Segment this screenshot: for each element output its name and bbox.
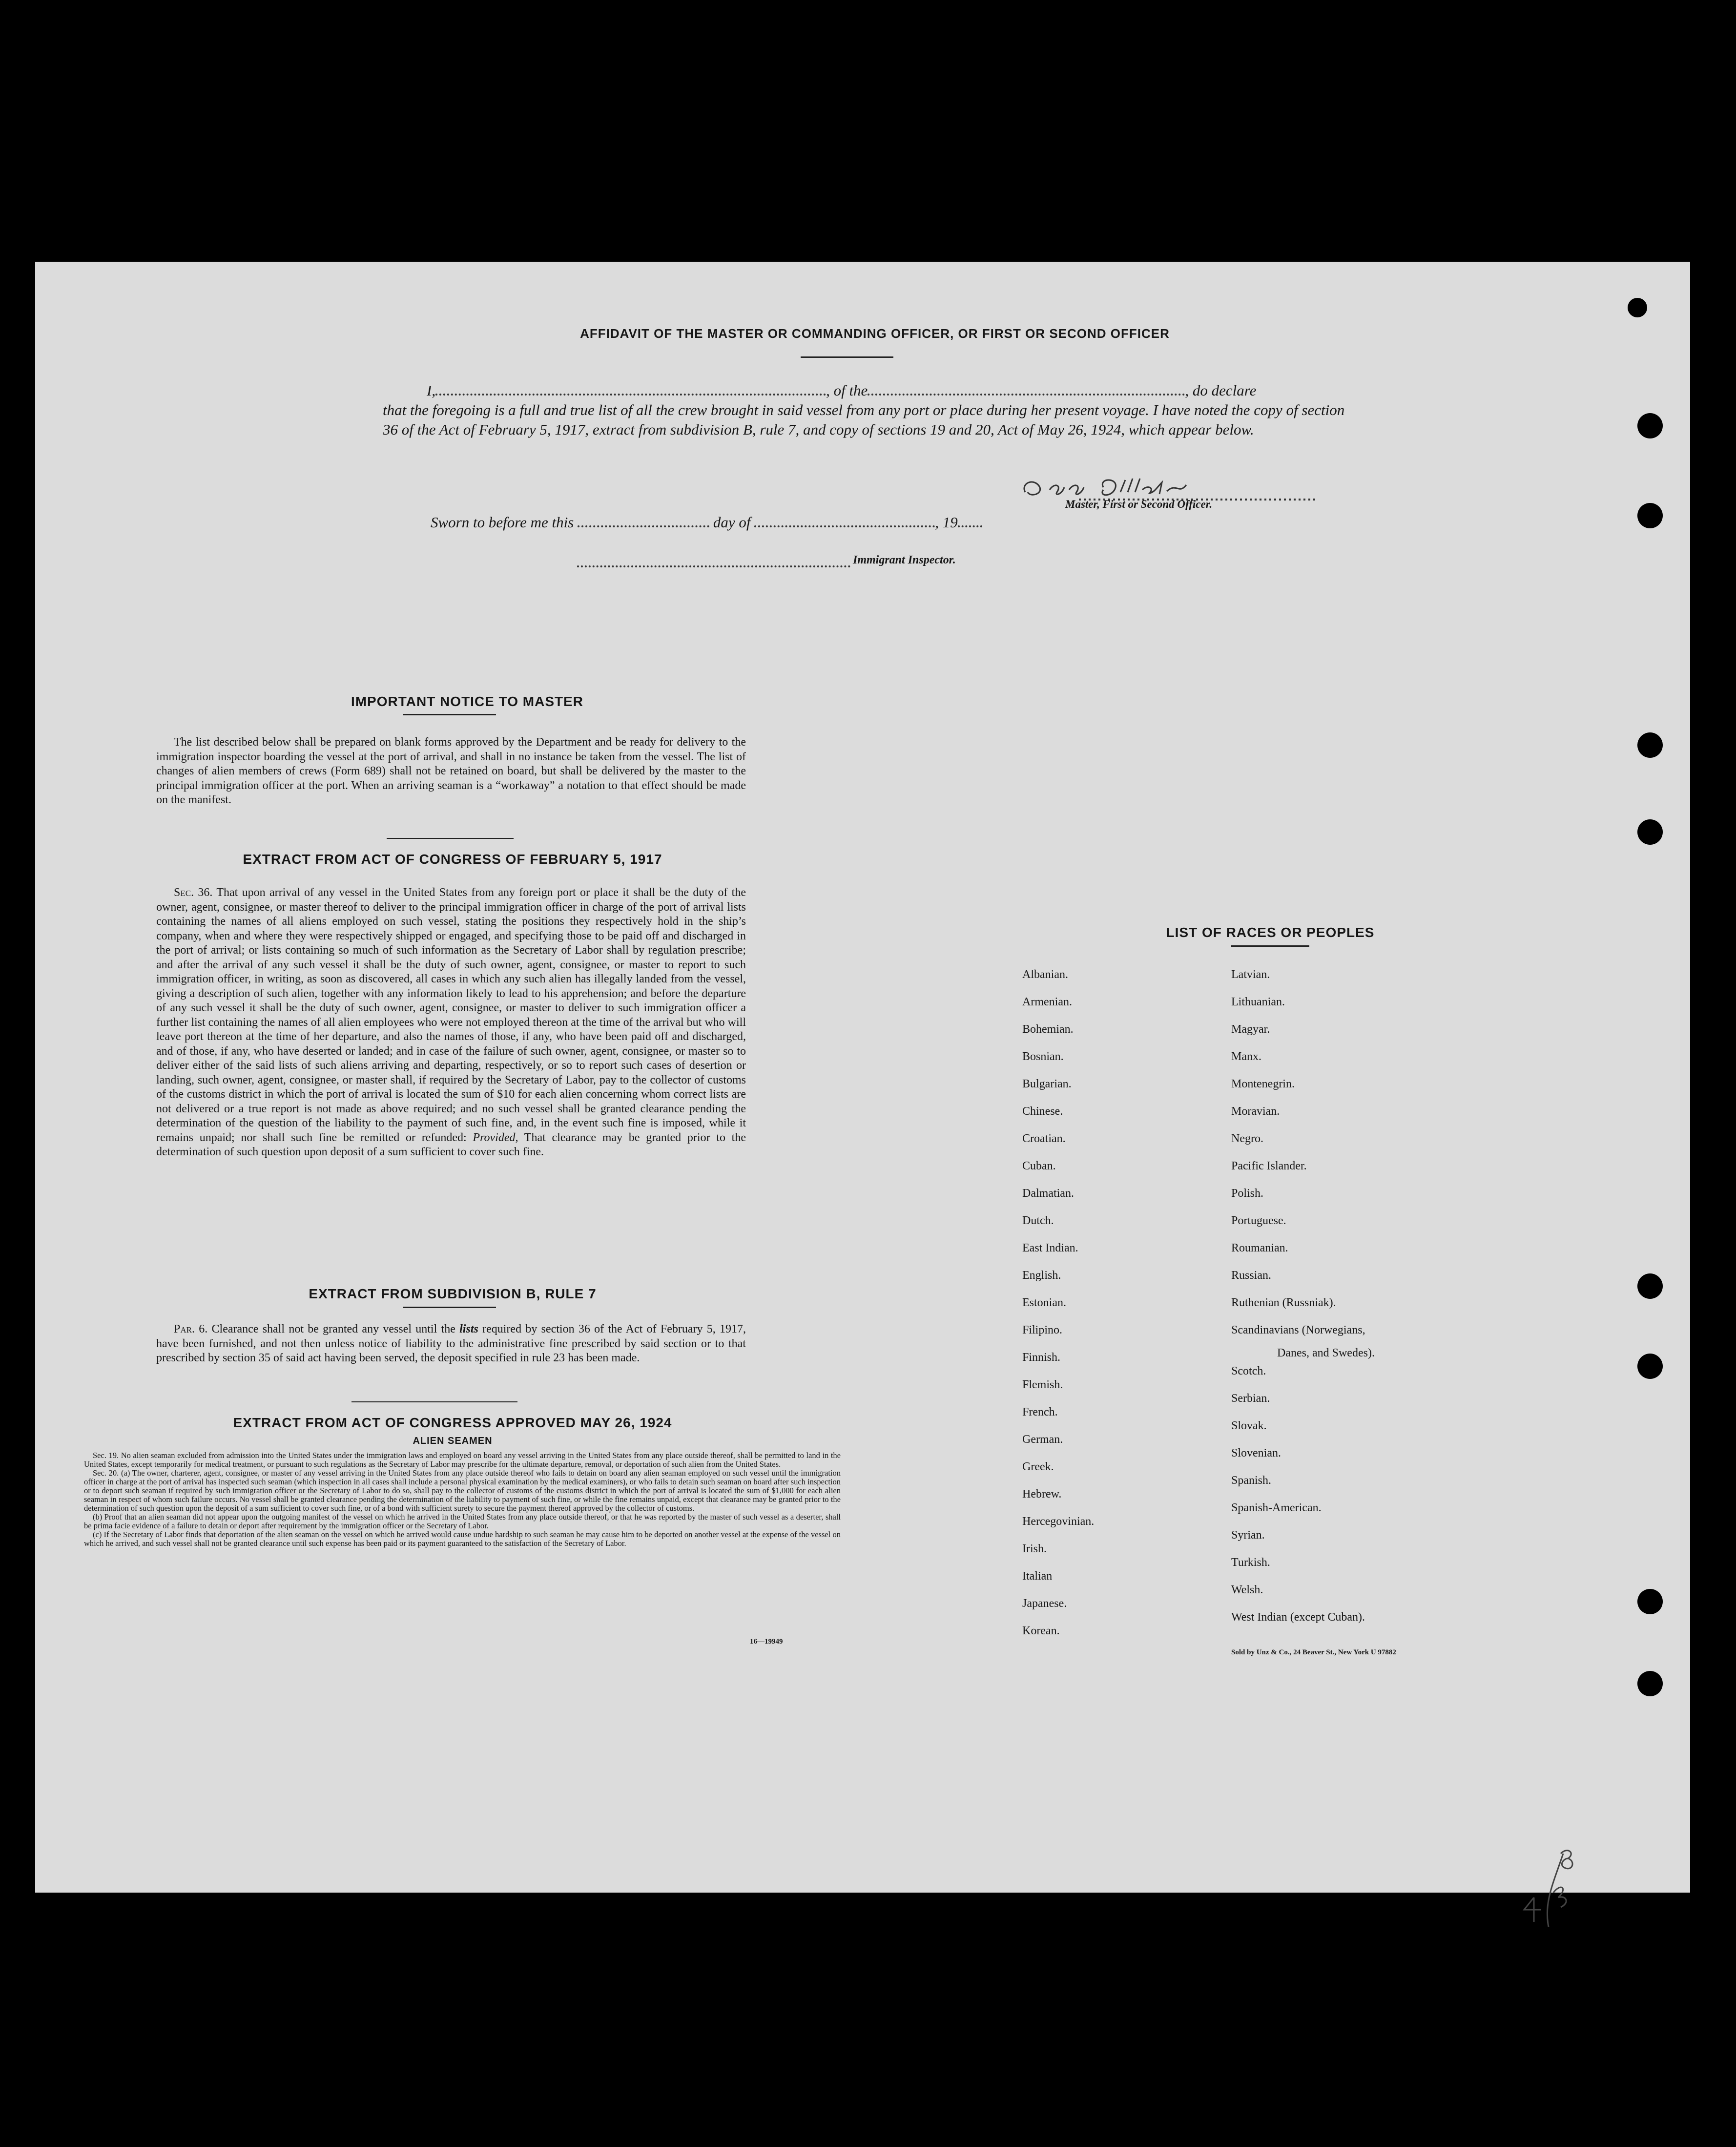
act-1917-text <box>156 886 746 1160</box>
notice-paragraph: The list described below shall be prepared on blank forms approved by the Department and be ready for delivery to the immigration inspector boarding the vessel at the port of arrival, and shall in no instance be taken from the vessel. The list of changes of alien members of crews (Form 689) shall not be retained on board, but shall be delivered by the master to the principal immigration officer at the port. When an arriving seaman is a “workaway” a notation to that effect should be made on the manifest. <box>156 736 746 806</box>
divider <box>1231 945 1309 947</box>
race-item: Spanish. <box>1231 1474 1272 1487</box>
affidavit-title: AFFIDAVIT OF THE MASTER OR COMMANDING OFFICER, OR FIRST OR SECOND OFFICER <box>580 326 1170 341</box>
inspector-blank-wrap <box>577 553 855 570</box>
rule-7-title: EXTRACT FROM SUBDIVISION B, RULE 7 <box>309 1286 597 1301</box>
do-declare-label: , do declare <box>1185 382 1257 399</box>
punch-hole <box>1637 1354 1663 1379</box>
race-item: Welsh. <box>1231 1584 1263 1596</box>
race-item: Magyar. <box>1231 1023 1270 1036</box>
race-item: Chinese. <box>1022 1105 1063 1118</box>
race-item: Bohemian. <box>1022 1023 1074 1036</box>
race-item: Bulgarian. <box>1022 1078 1072 1090</box>
race-item: Dalmatian. <box>1022 1187 1074 1200</box>
punch-hole <box>1628 298 1647 317</box>
race-item: Filipino. <box>1022 1324 1063 1336</box>
sworn-prefix: Sworn to before me this <box>431 514 574 531</box>
i-label: I, <box>427 382 436 399</box>
section-36-text-end: That clearance may be granted prior to the determination of such question upon deposit of a sum sufficient to cover such fine. <box>156 1131 746 1158</box>
year-blank <box>958 513 982 527</box>
punch-hole <box>1637 1589 1663 1614</box>
race-item: Roumanian. <box>1231 1242 1288 1254</box>
act-1917-title: EXTRACT FROM ACT OF CONGRESS OF FEBRUARY 5, 1917 <box>243 852 662 867</box>
act-1924-title: EXTRACT FROM ACT OF CONGRESS APPROVED MAY 26, 1924 <box>233 1415 672 1430</box>
provided-word: Provided, <box>473 1131 518 1144</box>
divider <box>403 1307 496 1308</box>
race-item: Japanese. <box>1022 1597 1067 1610</box>
document-page <box>35 262 1690 1893</box>
race-item: Russian. <box>1231 1269 1272 1282</box>
sec-20a-text: Sec. 20. (a) The owner, charterer, agent, consignee, or master of any vessel arriving in the United States from any place outside thereof who fails to detain on board any alien seaman employed on such vessel until the immigration officer in charge at the port of arrival has inspected such seaman (which inspection in all cases shall include a personal physical examination by the medical examiners), or who fails to detain such seaman on board after such inspection or to deport such seaman if required by such immigration officer or the Secretary of Labor to do so, shall pay to the collector of customs of the customs district in which the port of arrival is located the sum of $1,000 for each alien seaman in respect of whom such failure occurs. No vessel shall be granted clearance pending the determination of the liability to payment of such fine, or while the fine remains unpaid, except that clearance may be granted prior to the determination of such question upon the deposit of a sum sufficient to cover such fine, or of a bond with sufficient surety to secure the payment thereof approved by the collector of customs. <box>84 1468 841 1513</box>
day-blank <box>578 513 709 527</box>
inspector-blank <box>577 553 850 567</box>
race-item: Spanish-American. <box>1231 1501 1322 1514</box>
act-1924-text <box>84 1451 841 1548</box>
race-item: Hercegovinian. <box>1022 1515 1095 1528</box>
race-item: Negro. <box>1231 1132 1263 1145</box>
race-item: English. <box>1022 1269 1061 1282</box>
race-item: French. <box>1022 1406 1058 1418</box>
affidavit-statement: that the foregoing is a full and true list of all the crew brought in said vessel from any port or place during her present voyage. I have noted the copy of section 36 of the Act of February 5, 1917, extract from subdivision B, rule 7, and copy of sections 19 and 20, Act of May 26, 1924, which appear below. <box>383 401 1345 438</box>
race-item: Lithuanian. <box>1231 996 1285 1008</box>
race-item: East Indian. <box>1022 1242 1078 1254</box>
race-item: Cuban. <box>1022 1160 1056 1172</box>
race-item: Moravian. <box>1231 1105 1280 1118</box>
race-item: Korean. <box>1022 1625 1060 1637</box>
race-item: German. <box>1022 1433 1063 1446</box>
handwritten-number <box>1519 1824 1578 1932</box>
race-item: Croatian. <box>1022 1132 1066 1145</box>
form-number: 16—19949 <box>750 1638 783 1646</box>
vessel-blank <box>868 381 1185 396</box>
race-item: Dutch. <box>1022 1214 1054 1227</box>
rule-7-text <box>156 1322 746 1366</box>
race-item: Latvian. <box>1231 968 1270 981</box>
race-item: Slovenian. <box>1231 1447 1281 1459</box>
sec-19-text: Sec. 19. No alien seaman excluded from admission into the United States under the immigration laws and employed on board any vessel arriving in the United States from any place outside thereof, shall be permitted to land in the United States, except temporarily for medical treatment, or pursuant to such regulations as the Secretary of Labor may prescribe for the ultimate departure, removal, or deportation of such alien from the United States. <box>84 1451 841 1469</box>
punch-hole <box>1637 413 1663 438</box>
master-label: Master, First or Second Officer. <box>1065 498 1213 510</box>
month-blank <box>754 513 935 527</box>
race-item: Irish. <box>1022 1543 1047 1555</box>
sworn-line <box>431 513 982 531</box>
section-36-text: That upon arrival of any vessel in the United States from any foreign port or place it shall be the duty of the owner, agent, consignee, or master thereof to deliver to the principal immigration officer in charge of the port of arrival lists containing the names of all aliens employed on such vessel, stating the positions they respectively hold in the ship’s company, when and where they were respectively shipped or engaged, and specifying those to be paid off and discharged in the port of arrival; or lists containing so much of such information as the Secretary of Labor shall by regulation prescribe; and after the arrival of any such vessel it shall be the duty of such owner, agent, consignee, or master to report to such immigration officer, in writing, as soon as discovered, all cases in which any such alien has illegally landed from the vessel, giving a description of such alien, together with any information likely to lead to his apprehension; and before the departure of any such vessel it shall be the duty of such owner, agent, consignee, or master to deliver to such immigration officer a further list containing the names of all alien employees who were not employed thereon at the time of the arrival but who will leave port thereon at the time of her departure, and also the names of those, if any, who have been paid off and discharged, and of those, if any, who have deserted or landed; and in case of the failure of such owner, agent, consignee, or master so to deliver either of the said lists of such aliens arriving and departing, respectively, or so to report such cases of desertion or landing, such owner, agent, consignee, or master shall, if required by the Secretary of Labor, pay to the collector of customs of the customs district in which the port of arrival is located the sum of $10 for each alien concerning whom correct lists are not delivered or a true report is not made as above required; and no such vessel shall be granted clearance pending the determination of the question of the liability to the payment of such fine, and, in the event such fine is imposed, while it remains unpaid; nor shall such fine be remitted or refunded: <box>156 886 746 1144</box>
race-item: Ruthenian (Russniak). <box>1231 1296 1336 1309</box>
punch-hole <box>1637 1671 1663 1696</box>
affidavit-text <box>383 381 1349 439</box>
divider <box>351 1401 517 1402</box>
race-item: Finnish. <box>1022 1351 1061 1364</box>
race-item: Syrian. <box>1231 1529 1265 1542</box>
race-item: West Indian (except Cuban). <box>1231 1611 1365 1624</box>
race-continuation: Danes, and Swedes). <box>1277 1347 1375 1359</box>
race-item: Estonian. <box>1022 1296 1066 1309</box>
sec-20b-text: (b) Proof that an alien seaman did not appear upon the outgoing manifest of the vessel on which he arrived in the United States from any place outside thereof, or that he was reported by the master of such vessel as a deserter, shall be prima facie evidence of a failure to detain or deport after requirement by the immigration officer or the Secretary of Labor. <box>84 1512 841 1530</box>
race-item: Scandinavians (Norwegians, <box>1231 1324 1365 1336</box>
race-item: Flemish. <box>1022 1378 1063 1391</box>
race-item: Slovak. <box>1231 1419 1267 1432</box>
race-item: Hebrew. <box>1022 1488 1062 1501</box>
rule-7-text-b: required by section 36 of the Act of February 5, 1917, have been furnished, and not then unless notice of liability to the administrative fine prescribed by said section or to that prescribed by section 35 of said act having been served, the deposit specified in rule 23 has been made. <box>156 1323 746 1364</box>
inspector-label: Immigrant Inspector. <box>853 554 956 566</box>
sec-20c-text: (c) If the Secretary of Labor finds that deportation of the alien seaman on the vessel on which he arrived would cause undue hardship to such seaman he may cause him to be deported on another vessel at the expense of the vessel on which he arrived, and such vessel shall not be granted clearance until such expense has been paid or its payment guaranteed to the satisfaction of the Secretary of Labor. <box>84 1530 841 1548</box>
divider <box>801 356 893 358</box>
race-item: Pacific Islander. <box>1231 1160 1307 1172</box>
race-item: Scotch. <box>1231 1365 1266 1377</box>
race-item: Greek. <box>1022 1460 1054 1473</box>
punch-hole <box>1637 503 1663 528</box>
paragraph-label: Par. 6. <box>174 1323 208 1335</box>
race-item: Polish. <box>1231 1187 1264 1200</box>
race-item: Serbian. <box>1231 1392 1270 1405</box>
day-of-label: day of <box>713 514 751 531</box>
of-the-label: , of the <box>826 382 868 399</box>
divider <box>387 838 514 839</box>
printer-imprint: Sold by Unz & Co., 24 Beaver St., New York U 97882 <box>1231 1648 1396 1656</box>
punch-hole <box>1637 1273 1663 1299</box>
divider <box>403 714 496 715</box>
race-item: Turkish. <box>1231 1556 1270 1569</box>
race-item: Bosnian. <box>1022 1050 1064 1063</box>
race-item: Montenegrin. <box>1231 1078 1295 1090</box>
notice-title: IMPORTANT NOTICE TO MASTER <box>351 694 584 709</box>
act-1924-subtitle: ALIEN SEAMEN <box>413 1436 493 1446</box>
races-title: LIST OF RACES OR PEOPLES <box>1166 925 1375 940</box>
section-label: Sec. 36. <box>174 886 213 899</box>
rule-7-text-a: Clearance shall not be granted any vessel until the <box>211 1323 455 1335</box>
race-item: Albanian. <box>1022 968 1068 981</box>
race-item: Armenian. <box>1022 996 1072 1008</box>
notice-text <box>156 735 746 808</box>
lists-word: lists <box>459 1323 478 1335</box>
punch-hole <box>1637 819 1663 845</box>
race-item: Manx. <box>1231 1050 1261 1063</box>
name-blank <box>435 381 826 396</box>
race-item: Italian <box>1022 1570 1053 1583</box>
year-prefix: , 19 <box>935 514 958 531</box>
race-item: Portuguese. <box>1231 1214 1286 1227</box>
punch-hole <box>1637 732 1663 758</box>
